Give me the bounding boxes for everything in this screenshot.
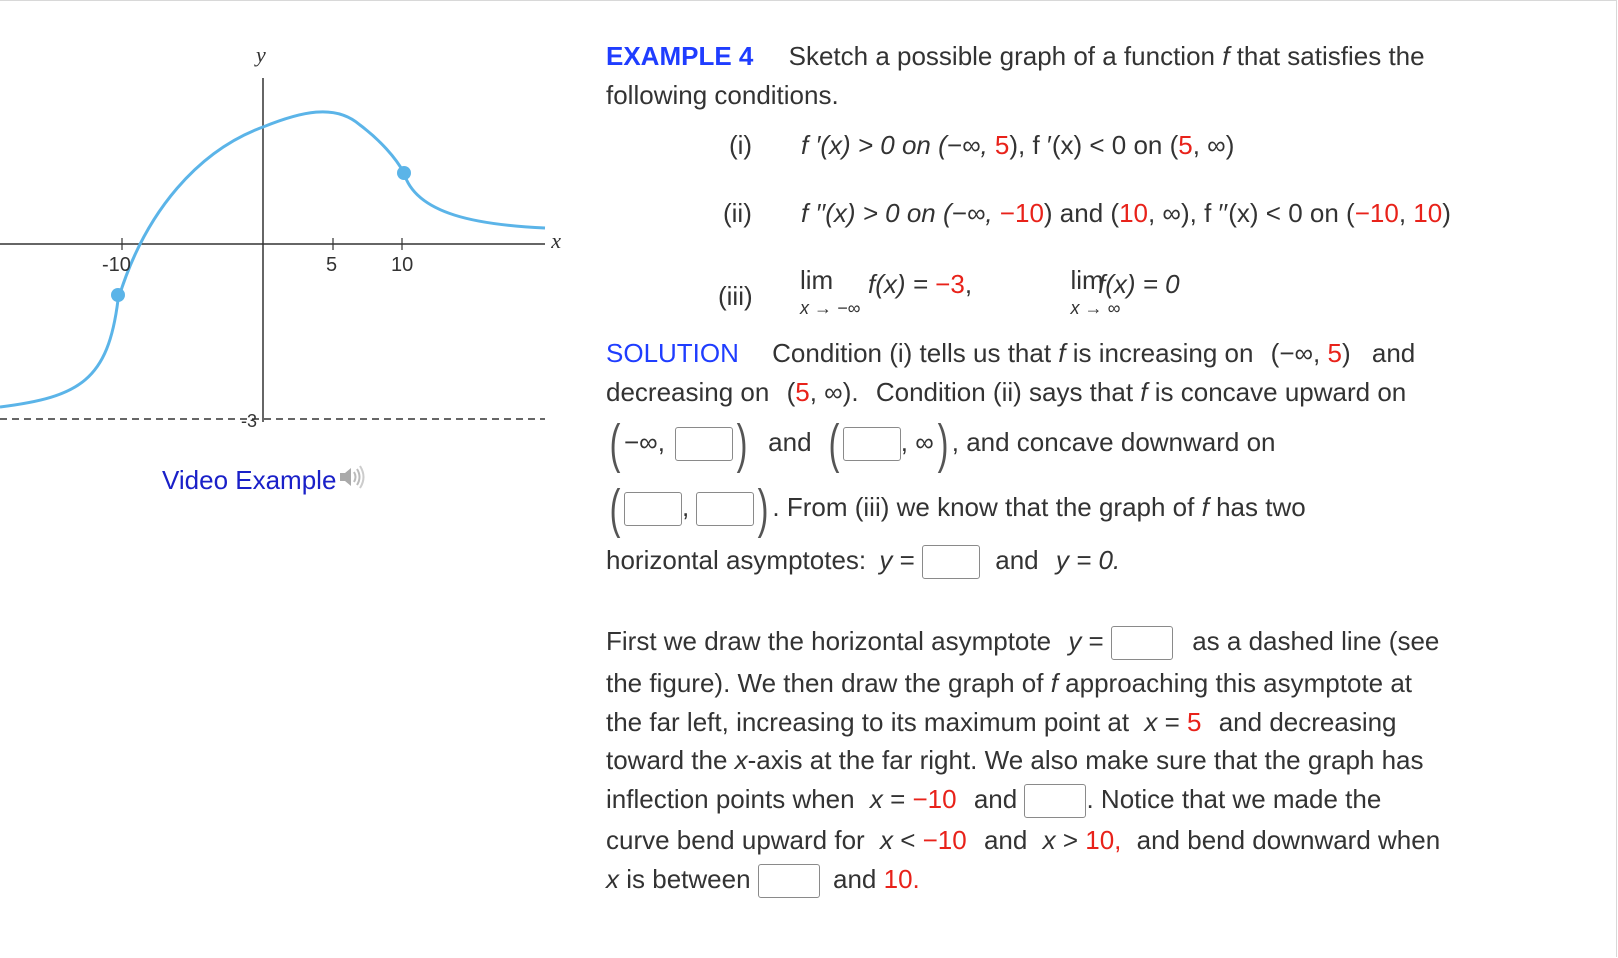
tick-10-label: 10 [391,254,414,276]
para-val-7: 10. [883,864,920,894]
paren-close-3: ) [758,479,769,540]
solution-text-2b: ( [786,377,796,407]
para-line-3 [606,702,1397,742]
limit-2-lim: lim [1070,265,1104,295]
limit-neg-inf [800,260,861,318]
solution-heading: SOLUTION [606,338,739,368]
paren-close-2: ) [937,414,949,475]
condition-1-text-b: ), f ′(x) < 0 on ( [1009,130,1179,160]
inflection-point-left [111,288,125,302]
para-x-6a: x [879,825,893,855]
answer-box-concave-down-1[interactable] [624,492,682,526]
solution-interval-1-val: 5 [1327,338,1342,368]
tick-5-label: 5 [326,254,338,276]
para-text-6a: curve bend upward for [606,825,865,855]
para-text-5a: inflection points when [606,784,855,814]
paren-open-3: ( [609,479,621,540]
solution-line-5 [606,540,1120,580]
solution-text-2d: , ∞). [809,377,859,407]
condition-1 [729,125,1234,165]
condition-2-text-d: , [1398,198,1414,228]
solution-eq-5: = [899,545,915,575]
para-text-7a: is between [626,864,751,894]
condition-1-number: (i) [729,130,753,160]
para-f-2: f [1050,668,1058,698]
para-text-2a: the figure). We then draw the graph of [606,668,1044,698]
para-line-4 [606,740,1424,780]
para-eq-1: = [1088,626,1104,656]
limit-1-subscript: x → −∞ [800,298,861,318]
condition-2-val-d: 10 [1413,198,1443,228]
example-intro-2: that satisfies the [1236,41,1425,71]
answer-box-between[interactable] [758,864,820,898]
solution-text-3-tail: , and concave downward on [951,427,1276,457]
inflection-point-right [397,166,411,180]
solution-neg-inf: −∞, [623,427,665,457]
para-text-1a: First we draw the horizontal asymptote [606,626,1052,656]
y-axis-label: y [256,42,266,67]
para-val-5: −10 [912,784,957,814]
solution-val-2c: 5 [795,377,810,407]
para-gt-6: > [1062,825,1078,855]
para-y-1: y [1068,626,1082,656]
condition-2-number: (ii) [723,198,752,228]
paren-close-1: ) [736,414,748,475]
para-text-1b: as a dashed line (see [1192,626,1440,656]
video-example-label[interactable]: Video Example [162,465,337,495]
answer-box-asymptote-2[interactable] [1111,626,1173,660]
example-line-1 [606,36,1425,76]
para-val-6a: −10 [922,825,967,855]
solution-line-3 [606,414,1276,475]
para-line-7 [606,859,920,899]
solution-text-2a: decreasing on [606,377,770,407]
condition-2-val-b: 10 [1119,198,1148,228]
condition-1-text-c: , ∞) [1192,130,1235,160]
solution-y-5: y [879,545,893,575]
answer-box-concave-up-2[interactable] [843,427,901,461]
para-text-4a: toward the [606,745,728,775]
answer-box-concave-down-2[interactable] [696,492,754,526]
solution-f-1: f [1058,338,1066,368]
solution-f-2: f [1140,377,1148,407]
para-text-3a: the far left, increasing to its maximum point at [606,707,1130,737]
para-line-1 [606,621,1439,661]
answer-box-concave-up-1[interactable] [675,427,733,461]
answer-box-asymptote-1[interactable] [922,545,980,579]
example-f: f [1222,41,1230,71]
solution-and-5: and [995,545,1039,575]
tick-neg10-label: -10 [102,254,131,276]
solution-inf: ∞ [915,427,934,457]
para-eq-5: = [890,784,906,814]
condition-3-number: (iii) [718,281,753,311]
limit-1-value: −3 [935,269,965,299]
solution-text-5a: horizontal asymptotes: [606,545,867,575]
limit-1-expr-text: f(x) = [868,269,936,299]
example-heading: EXAMPLE 4 [606,41,754,71]
para-lt-6: < [900,825,923,855]
para-x-5: x [869,784,883,814]
condition-2 [723,193,1451,233]
solution-y0: y = 0. [1055,545,1121,575]
condition-2-val-a: −10 [999,198,1044,228]
solution-line-1 [606,333,1415,373]
solution-comma-4: , [681,492,697,522]
condition-1-val-b: 5 [1178,130,1193,160]
video-example-link[interactable] [162,464,366,497]
para-line-6 [606,820,1440,860]
solution-and-3: and [768,427,812,457]
answer-box-inflection[interactable] [1024,784,1086,818]
solution-text-1a: Condition (i) tells us that [772,338,1052,368]
para-text-6b: and bend downward when [1136,825,1441,855]
para-line-5 [606,779,1381,819]
limit-2-expr: f(x) = 0 [1098,269,1180,299]
para-eq-3: = [1164,707,1180,737]
solution-f-4: f [1201,492,1209,522]
limit-2-subscript: x → ∞ [1070,298,1121,318]
para-val-6b: 10, [1085,825,1122,855]
solution-text-2g: is concave upward on [1154,377,1407,407]
para-text-5b: . Notice that we made the [1086,784,1382,814]
condition-1-val-a: 5 [994,130,1010,160]
solution-line-4 [606,479,1306,540]
paren-open-1: ( [609,414,621,475]
speaker-icon[interactable] [338,464,366,497]
para-text-3b: and decreasing [1218,707,1397,737]
para-and-7: and [833,864,877,894]
x-axis-label: x [551,228,561,253]
solution-interval-1 [1271,338,1351,368]
limit-comma: , [964,269,973,299]
solution-comma-3: , [900,427,916,457]
para-x-3: x [1144,707,1158,737]
solution-text-2e: Condition (ii) says that [875,377,1134,407]
limit-1-lim: lim [800,265,834,295]
para-x-4: x [734,745,748,775]
para-and-5: and [973,784,1018,814]
para-val-3: 5 [1187,707,1202,737]
condition-2-text-a: f ′′(x) > 0 on (−∞, [801,198,1000,228]
solution-text-4b: has two [1216,492,1306,522]
example-line-2: following conditions. [606,80,839,110]
paren-open-2: ( [828,414,840,475]
example-intro: Sketch a possible graph of a function [788,41,1215,71]
solution-text-4a: . From (iii) we know that the graph of [772,492,1195,522]
solution-text-1c: is increasing on [1072,338,1254,368]
para-line-2 [606,663,1412,703]
condition-3 [606,260,1180,318]
solution-interval-1-open: (−∞, [1270,338,1328,368]
solution-line-2 [606,372,1406,412]
tick-neg3-label: -3 [241,411,258,431]
condition-2-val-c: −10 [1354,198,1399,228]
para-text-4b: -axis at the far right. We also make sure that the graph has [747,745,1424,775]
limit-1-expr [868,264,972,304]
solution-interval-1-close: ) [1341,338,1351,368]
para-x-7: x [606,864,619,894]
condition-2-text-e: ) [1442,198,1451,228]
function-graph [0,30,560,450]
condition-2-text-c: , ∞), f ′′(x) < 0 on ( [1147,198,1355,228]
function-curve [0,112,545,407]
para-and-6: and [983,825,1028,855]
para-text-2b: approaching this asymptote at [1065,668,1413,698]
condition-2-text-b: ) and ( [1043,198,1120,228]
solution-text-1g: and [1371,338,1416,368]
para-x-6b: x [1042,825,1056,855]
condition-1-text-a: f ′(x) > 0 on (−∞, [801,130,995,160]
